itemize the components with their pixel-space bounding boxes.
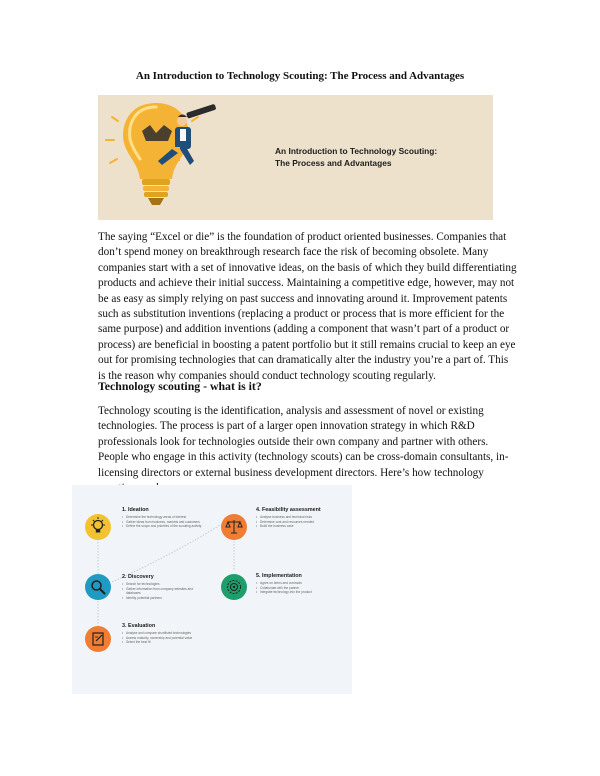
- step4-bullet: • Determine cost and resources needed: [256, 520, 342, 525]
- banner-image: [98, 95, 493, 220]
- step5-bullet: • Collaborate with the partner: [256, 586, 342, 591]
- step4-bullet: • Build the business case: [256, 524, 342, 529]
- step1-bullet: • Gather ideas from business, markets and customers: [122, 520, 208, 525]
- step1-bullets: [122, 515, 208, 529]
- step1-bullet: • Determine the technology areas of interest: [122, 515, 208, 520]
- step5-title: 5. Implementation: [256, 573, 302, 579]
- step5-target-icon: [221, 574, 247, 600]
- step3-title: 3. Evaluation: [122, 623, 156, 629]
- banner-title-line2: The Process and Advantages: [275, 158, 392, 168]
- step4-scales-icon: [221, 514, 247, 540]
- step5-bullet: • Integrate technology into the product: [256, 590, 342, 595]
- step4-title: 4. Feasibility assessment: [256, 507, 321, 513]
- step3-checklist-icon: [85, 626, 111, 652]
- step5-bullet: • Agree on terms and contracts: [256, 581, 342, 586]
- step2-bullet: • Search for technologies: [122, 582, 208, 587]
- step1-lightbulb-icon: [85, 514, 111, 540]
- step2-magnifier-icon: [85, 574, 111, 600]
- step2-bullet: • Gather information from company websites and databases: [122, 587, 208, 596]
- step1-title: 1. Ideation: [122, 507, 149, 513]
- process-infographic: [72, 485, 352, 694]
- step4-bullets: [256, 515, 342, 529]
- step4-bullet: • Analyse business and technical risks: [256, 515, 342, 520]
- step2-bullet: • Identify potential partners: [122, 596, 208, 601]
- step3-bullet: • Assess maturity, ownership and potential value: [122, 636, 208, 641]
- step2-bullets: [122, 582, 208, 600]
- document-title: An Introduction to Technology Scouting: The Process and Advantages: [135, 70, 465, 82]
- step3-bullets: [122, 631, 208, 645]
- step2-title: 2. Discovery: [122, 574, 154, 580]
- banner-title: [275, 145, 475, 169]
- definition-paragraph: Technology scouting is the identification, analysis and assessment of novel or existing technologies. The process is part of a larger open innovation strategy in which R&D professionals look for technologies outside their own company and partner with others. People who engage in this activity (technology scouts) can be cross-domain consultants, in-licensing directors or external business development directors. Here’s how technology: [98, 405, 509, 479]
- step3-bullet: • Select the best fit: [122, 640, 208, 645]
- banner-title-line1: An Introduction to Technology Scouting:: [275, 146, 438, 156]
- step5-bullets: [256, 581, 342, 595]
- step1-bullet: • Define the scope and priorities of the scouting activity: [122, 524, 208, 529]
- intro-paragraph: The saying “Excel or die” is the foundation of product oriented businesses. Companies that don’t spend money on breakthrough research face the risk of becoming obsolete. Many companies start with a set of innovative ideas, on the basis of which they build differentiating products and achieve their initial success. Maintaining a competitive edge, however, may not be as easy as simply relying on past success and innovating around it. Improvement patents such as substitution inventions (replacing a product or process that is more efficient for the same purpose) and addition inventions (adding a component that wasn’t part of a product or process) are beneficial in boosting a patent portfolio but it still remains crucial to keep an eye out for promising technologies that can dramatically alter the industry you’re a part of. This is the reason why companies should conduct technology scouting regularly.: [98, 231, 517, 382]
- step3-bullet: • Analyse and compare shortlisted technologies: [122, 631, 208, 636]
- section-heading: Technology scouting - what is it?: [98, 379, 262, 393]
